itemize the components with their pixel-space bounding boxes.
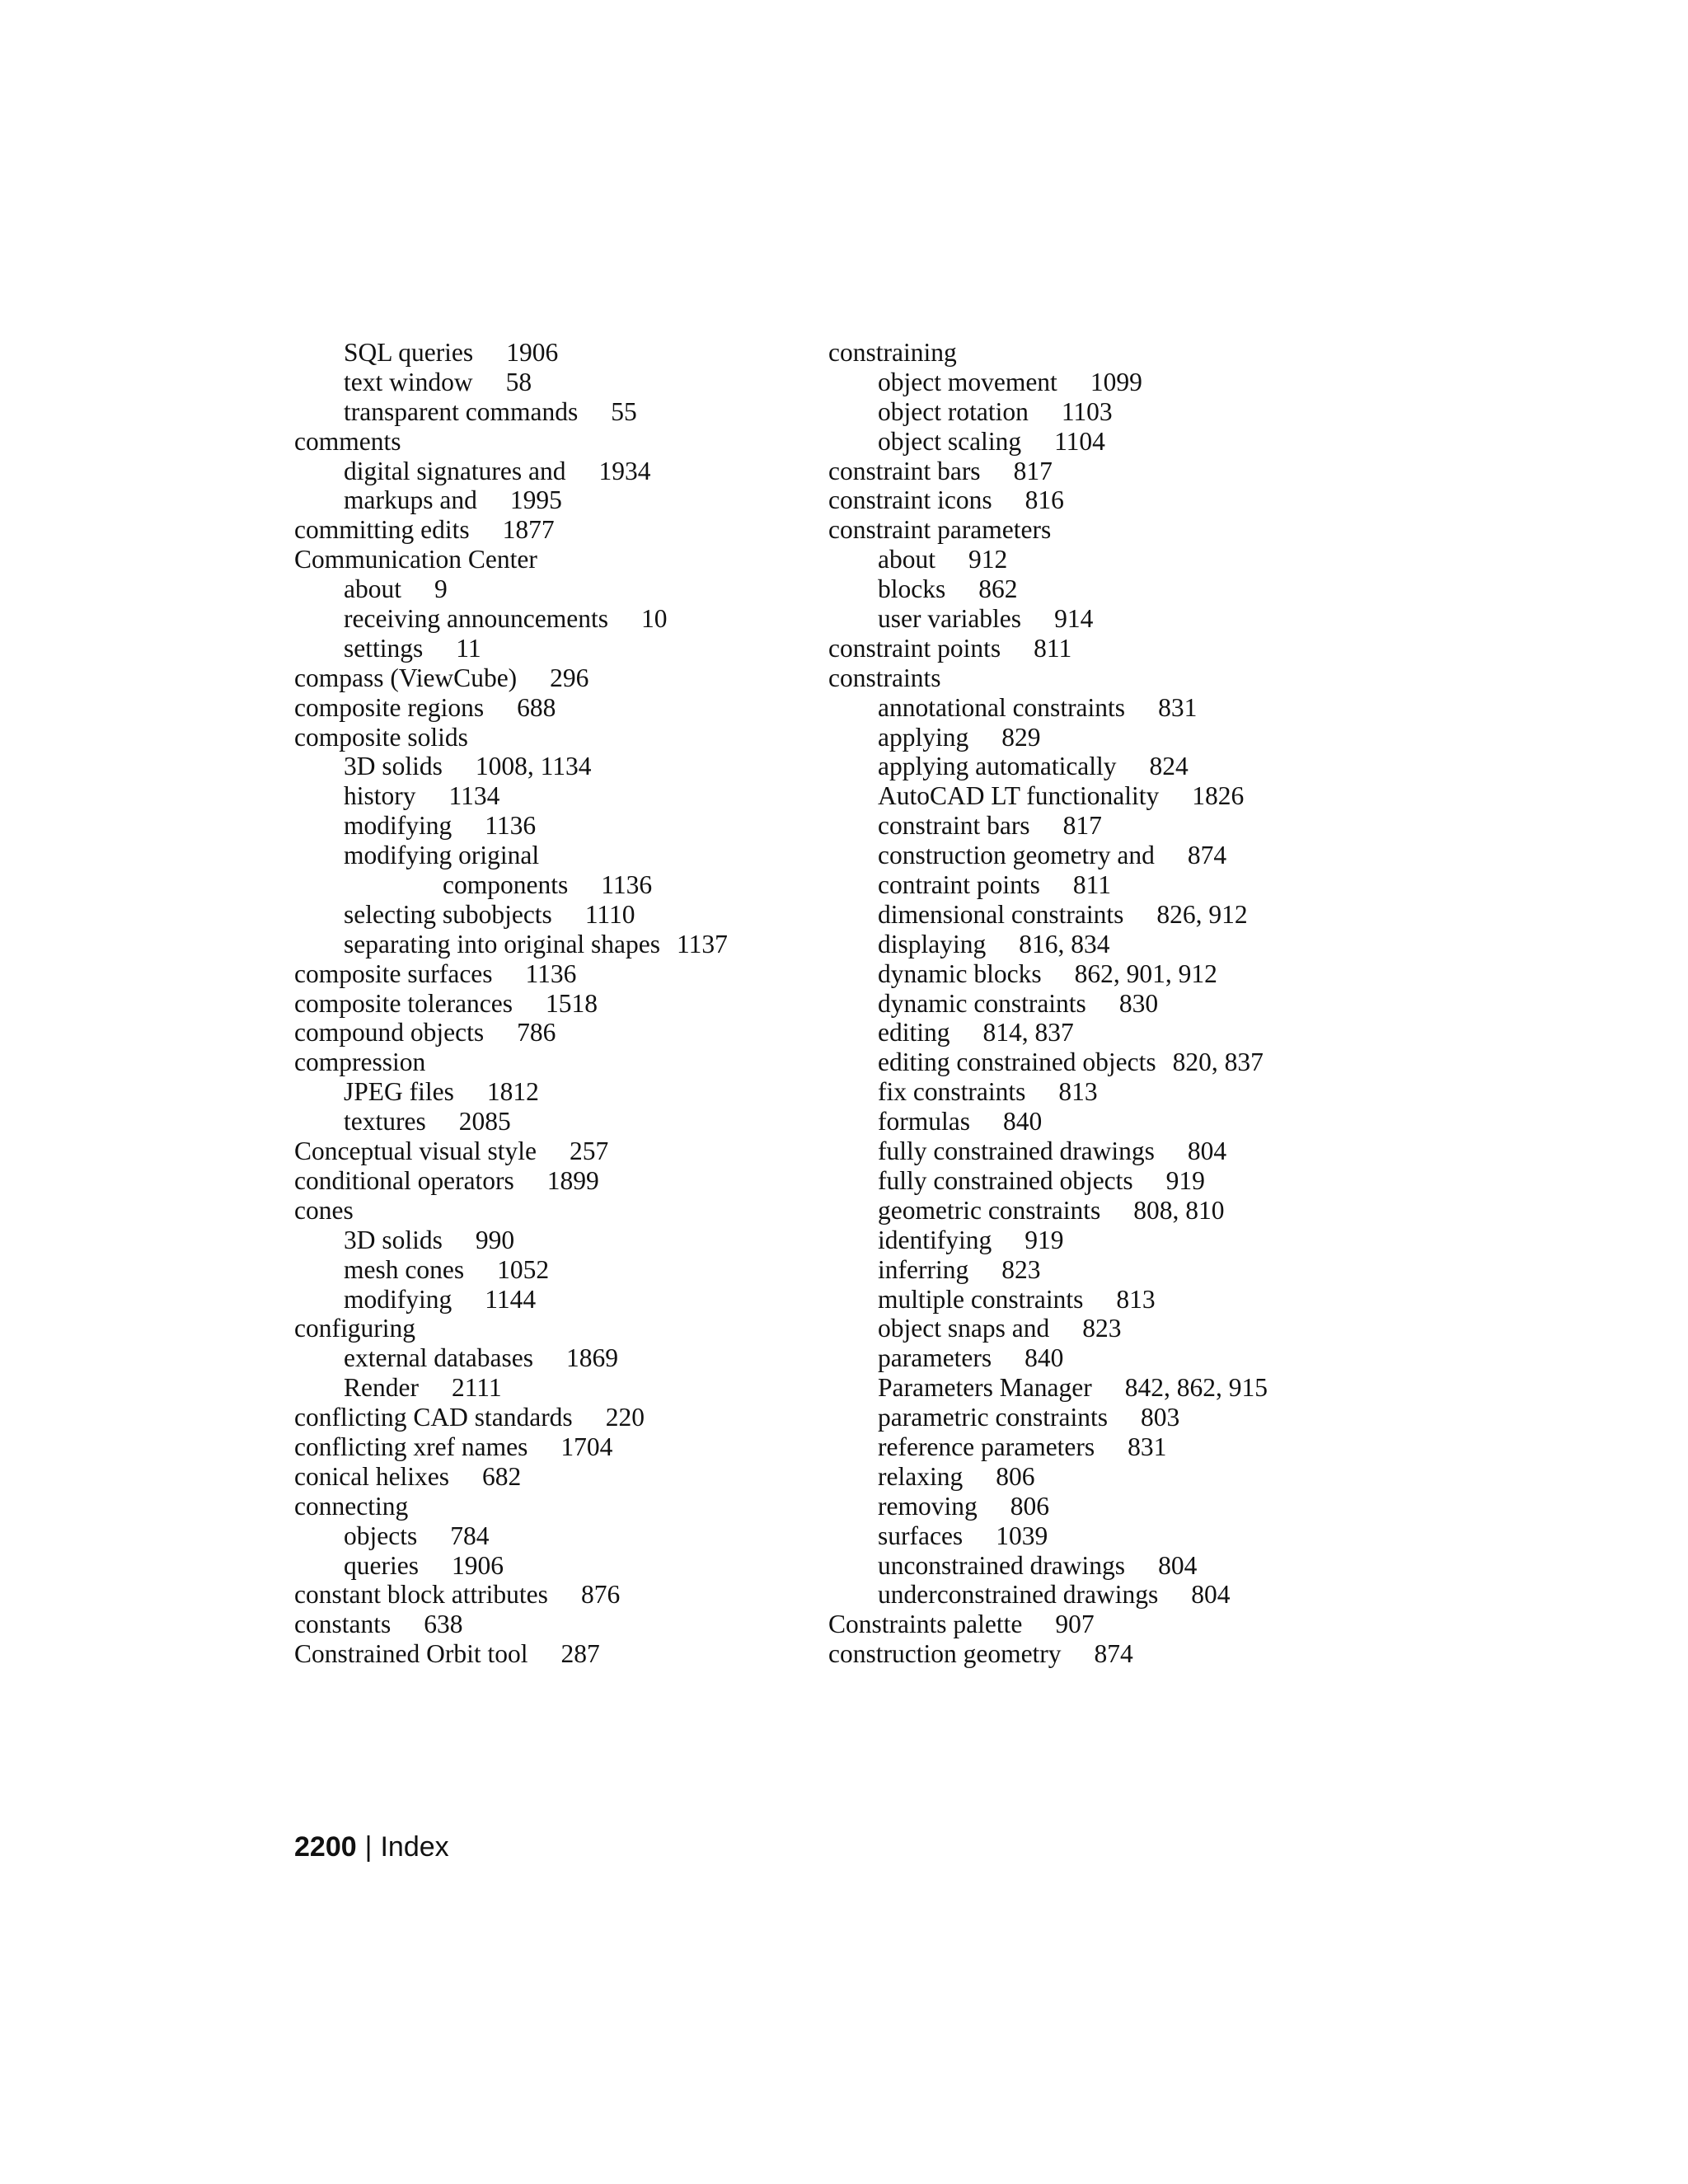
- index-term: editing constrained objects: [878, 1047, 1156, 1077]
- index-term: object rotation: [878, 396, 1029, 426]
- index-page-ref: 907: [1055, 1610, 1095, 1639]
- index-entry: [294, 1610, 805, 1639]
- index-page-ref: 786: [517, 1018, 556, 1047]
- index-entry: [828, 1432, 1356, 1462]
- index-term: identifying: [878, 1225, 992, 1254]
- index-page-ref: 817: [1062, 811, 1102, 841]
- index-term: about: [344, 574, 401, 604]
- index-term: constraint bars: [878, 811, 1030, 841]
- page-number: 2200: [294, 1831, 357, 1863]
- index-page-ref: 824: [1149, 752, 1189, 781]
- index-entry: [828, 604, 1356, 634]
- index-entry: [828, 781, 1356, 811]
- index-term: fully constrained drawings: [878, 1137, 1155, 1166]
- index-term: modifying: [344, 1284, 452, 1314]
- index-page-ref: 1899: [546, 1165, 599, 1195]
- index-entry: [828, 1462, 1356, 1492]
- index-entry: [828, 1314, 1356, 1343]
- index-term: markups and: [344, 485, 477, 515]
- index-entry: [294, 1018, 805, 1047]
- index-entry: [828, 1018, 1356, 1047]
- index-entry: [828, 457, 1356, 486]
- index-entry: [828, 723, 1356, 752]
- index-term: object snaps and: [878, 1314, 1050, 1343]
- index-term: constraint icons: [828, 485, 992, 515]
- index-term: parametric constraints: [878, 1403, 1109, 1432]
- index-entry: [294, 811, 805, 841]
- index-page-ref: 58: [505, 367, 532, 396]
- index-entry: [294, 841, 805, 870]
- index-term: 3D solids: [344, 752, 443, 781]
- index-term: constraining: [828, 338, 957, 367]
- index-entry: [294, 1462, 805, 1492]
- index-entry: [828, 338, 1356, 368]
- index-entry: [828, 1226, 1356, 1255]
- index-entry: [294, 752, 805, 781]
- index-page-ref: 1826: [1192, 781, 1245, 811]
- index-page-ref: 1136: [601, 870, 653, 900]
- index-entry: [828, 989, 1356, 1019]
- index-term: conical helixes: [294, 1461, 450, 1491]
- index-page-ref: 842, 862, 915: [1124, 1373, 1268, 1403]
- index-page-ref: 287: [560, 1639, 600, 1669]
- index-entry: [294, 1166, 805, 1196]
- index-entry: [828, 1639, 1356, 1669]
- index-term: queries: [344, 1550, 419, 1580]
- index-page-ref: 1877: [502, 515, 555, 545]
- index-page-ref: 1103: [1061, 396, 1113, 426]
- index-term: dynamic constraints: [878, 988, 1086, 1018]
- index-term: 3D solids: [344, 1225, 443, 1254]
- index-page-ref: 840: [1025, 1343, 1064, 1373]
- index-entry: [828, 485, 1356, 515]
- index-term: constraint bars: [828, 456, 981, 485]
- index-entry: [294, 959, 805, 989]
- index-term: inferring: [878, 1254, 969, 1284]
- index-page-ref: 1039: [996, 1521, 1048, 1550]
- index-entry: [828, 900, 1356, 930]
- index-term: compound objects: [294, 1018, 485, 1047]
- index-term: applying automatically: [878, 752, 1117, 781]
- index-term: blocks: [878, 574, 946, 604]
- index-entry: [828, 663, 1356, 693]
- index-page-ref: 638: [424, 1610, 463, 1639]
- index-term: receiving announcements: [344, 604, 608, 634]
- index-term: object movement: [878, 367, 1057, 396]
- index-page-ref: 811: [1072, 870, 1111, 900]
- index-term: text window: [344, 367, 473, 396]
- index-term: external databases: [344, 1343, 534, 1373]
- index-entry: [828, 427, 1356, 457]
- index-term: Constrained Orbit tool: [294, 1639, 528, 1669]
- index-page-ref: 830: [1118, 988, 1159, 1018]
- index-page-ref: 831: [1128, 1432, 1167, 1461]
- index-entry: [294, 663, 805, 693]
- index-page-ref: 919: [1025, 1225, 1064, 1254]
- index-term: multiple constraints: [878, 1284, 1084, 1314]
- index-term: constraint parameters: [828, 515, 1052, 545]
- index-term: editing: [878, 1018, 950, 1047]
- index-entry: [294, 693, 805, 723]
- index-term: textures: [344, 1107, 426, 1137]
- index-page-ref: 55: [611, 396, 637, 426]
- index-entry: [828, 1521, 1356, 1551]
- index-page-ref: 813: [1116, 1284, 1156, 1314]
- index-entry: [828, 397, 1356, 427]
- index-entry: [294, 368, 805, 397]
- index-page-ref: 874: [1187, 841, 1227, 870]
- index-term: history: [344, 781, 416, 811]
- index-page-ref: 823: [1082, 1314, 1122, 1343]
- index-entry: [294, 1373, 805, 1403]
- index-term: objects: [344, 1521, 418, 1550]
- index-page-ref: 1518: [546, 988, 598, 1018]
- index-term: separating into original shapes: [344, 929, 661, 958]
- index-term: contraint points: [878, 870, 1040, 900]
- index-entry: [294, 723, 805, 752]
- index-entry: [828, 515, 1356, 545]
- index-term: modifying: [344, 811, 452, 841]
- index-term: conditional operators: [294, 1165, 514, 1195]
- index-page-ref: 912: [968, 545, 1008, 574]
- index-entry: [828, 1255, 1356, 1285]
- index-page-ref: 876: [580, 1580, 621, 1610]
- index-page-ref: 919: [1165, 1165, 1205, 1195]
- index-entry: [294, 485, 805, 515]
- index-entry: [294, 338, 805, 368]
- index-entry: [294, 1226, 805, 1255]
- index-entry: [294, 930, 805, 959]
- index-page-ref: 1906: [451, 1550, 504, 1580]
- index-entry: [828, 811, 1356, 841]
- index-entry: [828, 752, 1356, 781]
- index-page-ref: 784: [450, 1521, 490, 1550]
- index-column-right: [828, 338, 1356, 1669]
- index-page-ref: 2085: [458, 1107, 511, 1137]
- index-entry: [294, 545, 805, 574]
- index-entry: [828, 1551, 1356, 1581]
- index-term: transparent commands: [344, 396, 579, 426]
- index-page-ref: 1099: [1090, 367, 1142, 396]
- index-term: constants: [294, 1610, 392, 1639]
- index-entry: [828, 1077, 1356, 1107]
- index-term: relaxing: [878, 1461, 964, 1491]
- index-page-ref: 831: [1158, 692, 1198, 722]
- index-entry: [294, 900, 805, 930]
- index-entry: [294, 1343, 805, 1373]
- index-term: Constraints palette: [828, 1610, 1023, 1639]
- index-page-ref: 1110: [584, 899, 635, 929]
- index-term: composite tolerances: [294, 988, 513, 1018]
- index-term: composite surfaces: [294, 958, 493, 988]
- index-entry: [294, 634, 805, 663]
- index-page-ref: 220: [605, 1403, 645, 1432]
- index-entry: [828, 1047, 1356, 1077]
- index-page-ref: 874: [1094, 1639, 1133, 1669]
- index-entry: [828, 1196, 1356, 1226]
- index-page-ref: 1144: [485, 1284, 537, 1314]
- index-term: conflicting CAD standards: [294, 1403, 573, 1432]
- page-footer: [294, 1831, 449, 1863]
- index-term: unconstrained drawings: [878, 1550, 1126, 1580]
- index-page-ref: 811: [1034, 633, 1072, 663]
- index-term: about: [878, 545, 935, 574]
- index-entry: [294, 1492, 805, 1521]
- index-entry: [294, 1551, 805, 1581]
- index-page-ref: 803: [1141, 1403, 1180, 1432]
- index-entry: [828, 545, 1356, 574]
- index-term: comments: [294, 426, 401, 456]
- index-entry: [294, 1285, 805, 1315]
- index-term: fix constraints: [878, 1077, 1026, 1107]
- index-term: Communication Center: [294, 545, 537, 574]
- index-entry: [294, 515, 805, 545]
- index-page-ref: 1934: [598, 456, 651, 485]
- section-title: Index: [380, 1831, 449, 1863]
- index-term: SQL queries: [344, 338, 474, 367]
- index-entry: [828, 1610, 1356, 1639]
- index-entry: [828, 1492, 1356, 1521]
- index-term: Parameters Manager: [878, 1373, 1092, 1403]
- index-page-ref: 296: [550, 663, 589, 692]
- index-entry: [828, 930, 1356, 959]
- index-term: modifying original: [344, 841, 540, 870]
- index-entry: [828, 841, 1356, 870]
- index-page-ref: 823: [1001, 1254, 1041, 1284]
- index-term: displaying: [878, 929, 987, 958]
- index-entry: [294, 1639, 805, 1669]
- index-entry: [828, 1373, 1356, 1403]
- index-page-ref: 804: [1158, 1550, 1198, 1580]
- index-term: constraint points: [828, 633, 1001, 663]
- footer-separator: |: [364, 1831, 373, 1863]
- index-entry: [294, 457, 805, 486]
- index-column-left: [294, 338, 805, 1669]
- index-term: parameters: [878, 1343, 992, 1373]
- index-entry: [828, 1285, 1356, 1315]
- index-entry: [828, 1580, 1356, 1610]
- index-term: cones: [294, 1195, 354, 1225]
- index-term: underconstrained drawings: [878, 1580, 1159, 1610]
- index-term: mesh cones: [344, 1254, 465, 1284]
- index-entry: [294, 1137, 805, 1166]
- index-entry: [294, 397, 805, 427]
- index-term: dimensional constraints: [878, 899, 1124, 929]
- index-term: formulas: [878, 1107, 970, 1137]
- index-page-ref: 914: [1054, 604, 1094, 634]
- index-term: fully constrained objects: [878, 1165, 1133, 1195]
- index-page-ref: 829: [1001, 722, 1041, 752]
- index-page-ref: 862, 901, 912: [1074, 958, 1217, 988]
- index-term: construction geometry and: [878, 841, 1155, 870]
- index-entry: [294, 781, 805, 811]
- index-entry: [294, 1580, 805, 1610]
- index-entry: [294, 1255, 805, 1285]
- index-page-ref: 1136: [525, 958, 577, 988]
- index-page-ref: 1137: [677, 929, 728, 958]
- index-entry: [294, 870, 805, 900]
- index-term: compass (ViewCube): [294, 663, 518, 692]
- index-entry: [294, 574, 805, 604]
- index-page-ref: 826, 912: [1156, 899, 1248, 929]
- index-term: components: [443, 870, 569, 900]
- index-entry: [828, 1403, 1356, 1432]
- index-term: committing edits: [294, 515, 470, 545]
- index-term: connecting: [294, 1491, 409, 1521]
- index-page-ref: 820, 837: [1172, 1047, 1264, 1077]
- index-page-ref: 840: [1002, 1107, 1043, 1137]
- index-page-ref: 11: [456, 633, 481, 663]
- index-term: composite solids: [294, 722, 468, 752]
- index-entry: [828, 1343, 1356, 1373]
- index-page-ref: 1995: [509, 485, 562, 515]
- index-term: JPEG files: [344, 1077, 454, 1107]
- index-page-ref: 1906: [506, 338, 559, 367]
- index-entry: [828, 1107, 1356, 1137]
- index-entry: [828, 634, 1356, 663]
- index-page-ref: 817: [1013, 456, 1053, 485]
- index-entry: [828, 870, 1356, 900]
- index-term: object scaling: [878, 426, 1022, 456]
- index-entry: [828, 693, 1356, 723]
- index-entry: [294, 1403, 805, 1432]
- index-entry: [294, 1077, 805, 1107]
- index-term: constraints: [828, 663, 941, 692]
- index-term: geometric constraints: [878, 1195, 1101, 1225]
- index-page-ref: 990: [475, 1225, 515, 1254]
- index-page-ref: 9: [434, 574, 448, 604]
- index-term: construction geometry: [828, 1639, 1062, 1669]
- index-page-ref: 816: [1025, 485, 1064, 515]
- index-page-ref: 688: [517, 692, 556, 722]
- index-page-ref: 1704: [560, 1432, 613, 1461]
- index-term: dynamic blocks: [878, 958, 1042, 988]
- index-page-ref: 1136: [485, 811, 537, 841]
- index-page-ref: 257: [569, 1137, 609, 1166]
- index-page-ref: 814, 837: [982, 1018, 1074, 1047]
- index-term: Render: [344, 1373, 419, 1403]
- index-term: surfaces: [878, 1521, 964, 1550]
- index-page-ref: 804: [1187, 1137, 1227, 1166]
- index-term: user variables: [878, 604, 1022, 634]
- index-term: settings: [344, 633, 424, 663]
- index-page-ref: 816, 834: [1019, 929, 1110, 958]
- index-term: annotational constraints: [878, 692, 1126, 722]
- index-entry: [294, 1521, 805, 1551]
- index-entry: [294, 989, 805, 1019]
- index-page-ref: 862: [978, 574, 1018, 604]
- index-entry: [294, 1107, 805, 1137]
- index-entry: [294, 1047, 805, 1077]
- index-term: composite regions: [294, 692, 485, 722]
- index-entry: [294, 1432, 805, 1462]
- index-entry: [828, 574, 1356, 604]
- index-term: applying: [878, 722, 969, 752]
- index-page-ref: 806: [996, 1461, 1035, 1491]
- index-page-ref: 806: [1010, 1491, 1049, 1521]
- index-entry: [828, 1166, 1356, 1196]
- index-term: configuring: [294, 1314, 415, 1343]
- index-term: digital signatures and: [344, 456, 566, 485]
- index-entry: [294, 1314, 805, 1343]
- index-page-ref: 682: [482, 1461, 522, 1491]
- index-entry: [828, 1137, 1356, 1166]
- index-term: AutoCAD LT functionality: [878, 781, 1160, 811]
- index-term: removing: [878, 1491, 978, 1521]
- index-page-ref: 1812: [486, 1077, 539, 1107]
- index-page-ref: 10: [641, 604, 668, 634]
- index-page-ref: 808, 810: [1133, 1195, 1225, 1225]
- index-term: reference parameters: [878, 1432, 1095, 1461]
- index-entry: [828, 368, 1356, 397]
- index-entry: [294, 604, 805, 634]
- index-page-ref: 1134: [448, 781, 500, 811]
- index-term: conflicting xref names: [294, 1432, 528, 1461]
- index-page-ref: 1008, 1134: [475, 752, 592, 781]
- index-entry: [294, 1196, 805, 1226]
- index-page-ref: 1869: [566, 1343, 619, 1373]
- index-entry: [828, 959, 1356, 989]
- index-page-ref: 1104: [1054, 426, 1105, 456]
- index-page-ref: 813: [1058, 1077, 1098, 1107]
- index-term: Conceptual visual style: [294, 1137, 537, 1166]
- index-entry: [294, 427, 805, 457]
- index-term: compression: [294, 1047, 426, 1077]
- index-page-ref: 1052: [497, 1254, 550, 1284]
- index-term: selecting subobjects: [344, 899, 552, 929]
- index-page-ref: 2111: [451, 1373, 502, 1403]
- index-term: constant block attributes: [294, 1580, 548, 1610]
- index-page-ref: 804: [1191, 1580, 1231, 1610]
